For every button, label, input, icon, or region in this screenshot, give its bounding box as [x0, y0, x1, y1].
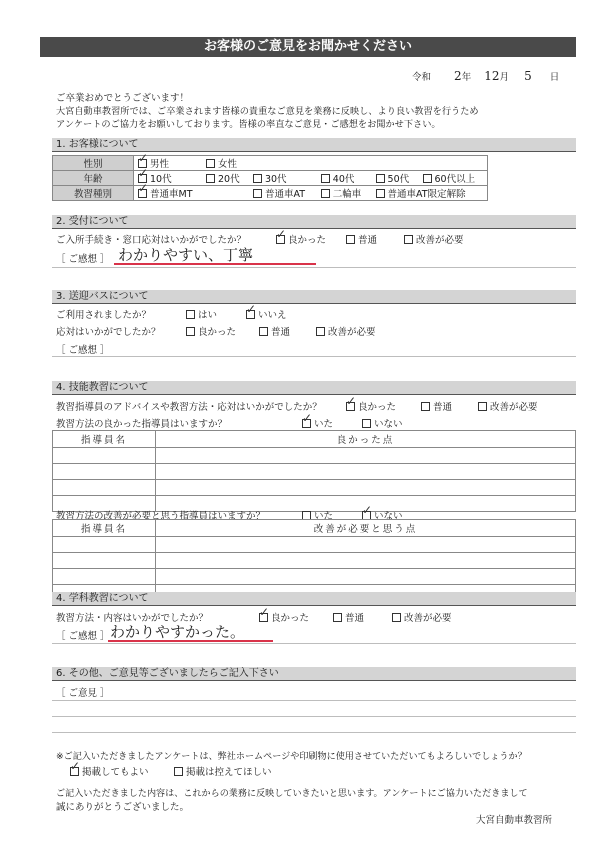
- profile-label: 性別: [53, 156, 134, 171]
- option-label: 女性: [218, 159, 238, 170]
- checkbox[interactable]: [174, 767, 183, 776]
- col-improve-points: 改善が必要と思う点: [156, 520, 576, 537]
- option-label: 良かった: [198, 327, 237, 338]
- table-header: [53, 431, 576, 448]
- date-day-unit: 日: [549, 72, 560, 83]
- option-label: 良かった: [358, 402, 397, 413]
- option-label: いない: [374, 511, 403, 522]
- option-label: 男性: [150, 159, 170, 170]
- checkbox[interactable]: [346, 235, 355, 244]
- option-label: 改善が必要: [490, 402, 538, 413]
- option-label: 掲載してもよい: [82, 767, 149, 778]
- option-label: 改善が必要: [416, 235, 464, 246]
- consent-question: ※ご記入いただきましたアンケートは、弊社ホームページや印刷物に使用させていただいてもよろしいでしょうか？: [56, 752, 527, 762]
- s5-option-good[interactable]: [259, 610, 309, 624]
- page-title: お客様のご意見をお聞かせください: [40, 37, 576, 57]
- s5-option-improve[interactable]: [392, 610, 452, 624]
- option-at-limit[interactable]: [372, 186, 488, 201]
- checkbox[interactable]: [206, 174, 215, 183]
- s2-option-normal[interactable]: [346, 232, 377, 246]
- checkbox[interactable]: [376, 189, 385, 198]
- table-row[interactable]: [53, 537, 576, 553]
- s2-comment-underline: [114, 263, 316, 265]
- s3-q1: ご利用されましたか？: [56, 310, 152, 321]
- option-label: 30代: [264, 174, 287, 185]
- date-era: 令和: [412, 72, 432, 83]
- section-4-title: 4. 技能教習について: [52, 381, 576, 395]
- option-label: 10代: [150, 174, 172, 185]
- s2-option-improve[interactable]: [404, 232, 464, 246]
- s3-comment-label: ［ ご感想 ］: [56, 345, 110, 356]
- s4-q2: 教習方法の良かった指導員はいますか？: [56, 419, 228, 430]
- s4-q1-improve[interactable]: [478, 399, 538, 413]
- col-instructor: 指導員名: [53, 520, 156, 537]
- s6-comment-label: ［ ご意見 ］: [56, 688, 110, 699]
- date-month[interactable]: 12: [484, 69, 500, 83]
- s4-q2-no[interactable]: [362, 416, 403, 430]
- option-female[interactable]: [202, 156, 488, 171]
- s5-question: 教習方法・内容はいかがでしたか？: [56, 613, 209, 624]
- consent-option-yes[interactable]: [70, 764, 149, 778]
- option-label: 良かった: [271, 613, 310, 624]
- date-month-unit: 月: [499, 72, 510, 83]
- option-label: いた: [314, 511, 334, 522]
- checkbox[interactable]: [70, 767, 79, 776]
- s4-q3: 教習方法の改善が必要と思う指導員はいますか？: [56, 511, 266, 522]
- checkbox[interactable]: [392, 613, 401, 622]
- s5-option-normal[interactable]: [333, 610, 364, 624]
- section-5-title: 4. 学科教習について: [52, 592, 576, 606]
- col-good-points: 良かった点: [156, 431, 576, 448]
- option-age-40[interactable]: [317, 171, 372, 186]
- option-label: 普通車AT限定解除: [387, 189, 466, 200]
- checkbox[interactable]: [253, 189, 262, 198]
- option-label: いない: [374, 419, 403, 430]
- option-label: 改善が必要: [328, 327, 376, 338]
- checkbox[interactable]: [253, 174, 262, 183]
- s4-q1-good[interactable]: [346, 399, 396, 413]
- option-label: 40代: [332, 174, 355, 185]
- table-row[interactable]: [53, 448, 576, 464]
- checkbox[interactable]: [206, 159, 215, 168]
- checkbox[interactable]: [376, 174, 385, 183]
- s2-comment-handwriting[interactable]: わかりやすい、丁寧: [118, 246, 254, 264]
- date-year[interactable]: 2: [454, 69, 462, 83]
- date-year-unit: 年: [461, 72, 472, 83]
- divider: [52, 643, 576, 644]
- option-bike[interactable]: [317, 186, 372, 201]
- checkbox[interactable]: [138, 189, 147, 198]
- option-label: いた: [314, 419, 334, 430]
- s5-comment-label: ［ ご感想 ］: [56, 631, 110, 642]
- option-age-30[interactable]: [249, 171, 317, 186]
- profile-row-age: [53, 171, 488, 186]
- checkbox[interactable]: [186, 310, 195, 319]
- option-label: 普通: [345, 613, 365, 624]
- option-age-50[interactable]: [372, 171, 419, 186]
- option-age-60[interactable]: [419, 171, 488, 186]
- option-label: いいえ: [258, 310, 287, 321]
- divider: [52, 732, 576, 733]
- s4-q1-normal[interactable]: [421, 399, 452, 413]
- option-label: 普通: [271, 327, 291, 338]
- s3-q1-no[interactable]: [246, 307, 287, 321]
- checkbox[interactable]: [321, 174, 330, 183]
- checkbox[interactable]: [259, 613, 268, 622]
- s2-option-good[interactable]: [276, 232, 326, 246]
- option-age-20[interactable]: [202, 171, 249, 186]
- intro-line-3: アンケートのご協力をお願いしております。皆様の率直なご意見・ご感想をお聞かせ下さい。: [56, 119, 441, 130]
- profile-label: 年齢: [53, 171, 134, 186]
- footer-line-2: 誠にありがとうございました。: [56, 802, 190, 813]
- profile-row-gender: [53, 156, 488, 171]
- footer-line-1: ご記入いただきました内容は、これからの業務に反映していきたいと思います。アンケートにご協力いただきまして: [56, 789, 528, 799]
- checkbox[interactable]: [302, 419, 311, 428]
- option-mt[interactable]: [134, 186, 249, 201]
- checkbox[interactable]: [276, 235, 285, 244]
- checkbox[interactable]: [346, 402, 355, 411]
- option-label: 普通: [358, 235, 378, 246]
- option-label: 普通車AT: [264, 189, 306, 200]
- checkbox[interactable]: [478, 402, 487, 411]
- checkbox[interactable]: [404, 235, 413, 244]
- option-label: 50代: [387, 174, 410, 185]
- consent-option-no[interactable]: [174, 764, 272, 778]
- table-row[interactable]: [53, 569, 576, 585]
- divider: [52, 267, 576, 268]
- s4-q2-yes[interactable]: [302, 416, 333, 430]
- option-label: 20代: [218, 174, 240, 185]
- table-row[interactable]: [53, 464, 576, 480]
- s3-q2: 応対はいかがでしたか？: [56, 327, 161, 338]
- divider: [52, 700, 576, 701]
- improve-instructor-table: [52, 519, 576, 601]
- profile-row-course: [53, 186, 488, 201]
- divider: [52, 356, 576, 357]
- checkbox[interactable]: [259, 327, 268, 336]
- s3-q2-good[interactable]: [186, 324, 236, 338]
- section-6-title: 6. その他、ご意見等ございましたらご記入下さい: [52, 667, 576, 681]
- intro-line-1: ご卒業おめでとうございます！: [56, 93, 190, 104]
- table-row[interactable]: [53, 553, 576, 569]
- table-row[interactable]: [53, 480, 576, 496]
- s4-q1: 教習指導員のアドバイスや教習方法・応対はいかがでしたか？: [56, 402, 322, 413]
- customer-profile-table: [52, 155, 488, 201]
- section-1-title: 1. お客様について: [52, 138, 576, 152]
- date-day[interactable]: 5: [524, 69, 532, 83]
- option-label: 掲載は控えてほしい: [186, 767, 272, 778]
- checkbox[interactable]: [421, 402, 430, 411]
- option-label: 普通車MT: [150, 189, 193, 200]
- s3-q2-normal[interactable]: [259, 324, 290, 338]
- option-label: 普通: [433, 402, 453, 413]
- intro-line-2: 大宮自動車教習所では、ご卒業されます皆様の貴重なご意見を業務に反映し、より良い教習を行うため: [56, 106, 479, 117]
- checkbox[interactable]: [362, 419, 371, 428]
- s3-q1-yes[interactable]: [186, 307, 217, 321]
- footer-org: 大宮自動車教習所: [476, 815, 553, 826]
- checkbox[interactable]: [316, 327, 325, 336]
- option-at[interactable]: [249, 186, 317, 201]
- s3-q2-improve[interactable]: [316, 324, 376, 338]
- section-3-title: 3. 送迎バスについて: [52, 290, 576, 304]
- good-instructor-table: [52, 430, 576, 512]
- checkbox[interactable]: [423, 174, 432, 183]
- divider: [52, 716, 576, 717]
- option-label: 60代以上: [434, 174, 476, 185]
- checkbox[interactable]: [333, 613, 342, 622]
- profile-label: 教習種別: [53, 186, 134, 201]
- s5-comment-underline: [108, 640, 273, 642]
- section-2-title: 2. 受付について: [52, 215, 576, 229]
- s2-question: ご入所手続き・窓口応対はいかがでしたか？: [56, 235, 247, 246]
- s2-comment-label: ［ ご感想 ］: [56, 254, 110, 265]
- date-line: [412, 69, 559, 83]
- checkbox[interactable]: [321, 189, 330, 198]
- table-header: [53, 520, 576, 537]
- s5-comment-handwriting[interactable]: わかりやすかった。: [110, 623, 246, 641]
- checkbox[interactable]: [246, 310, 255, 319]
- option-label: 二輪車: [332, 189, 362, 200]
- option-label: はい: [198, 310, 218, 321]
- col-instructor: 指導員名: [53, 431, 156, 448]
- option-label: 良かった: [288, 235, 327, 246]
- option-label: 改善が必要: [404, 613, 452, 624]
- checkbox[interactable]: [186, 327, 195, 336]
